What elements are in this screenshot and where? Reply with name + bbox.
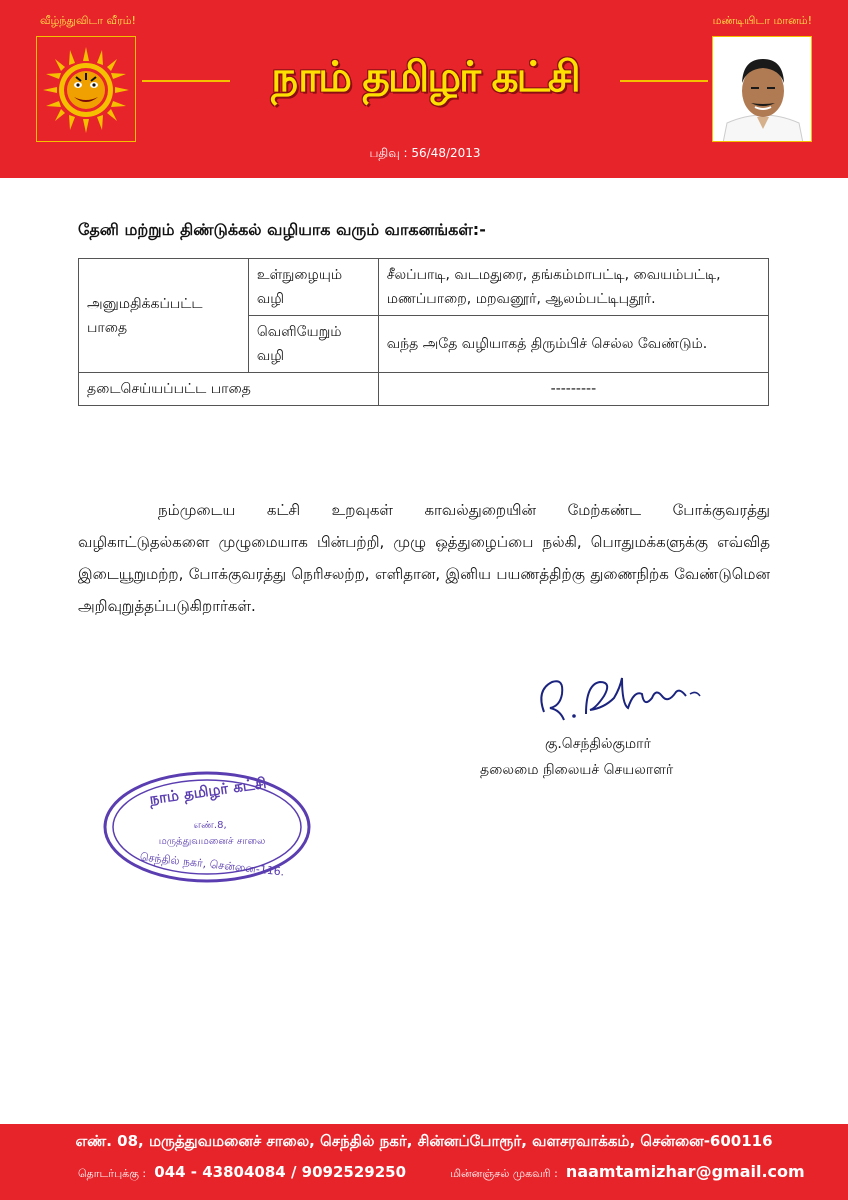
party-logo [36,36,136,142]
instruction-paragraph: நம்முடைய கட்சி உறவுகள் காவல்துறையின் மேற்கண்ட போக்குவரத்து வழிகாட்டுதல்களை முழுமையாக பின்பற்றி, முழு ஒத்துழைப்பை நல்கி, பொதுமக்களுக்கு எவ்வித இடையூறுமற்ற, போக்குவரத்து நெரிசலற்ற, எளிதான, இனிய பயணத்திற்கு துணைநிற்க வேண்டுமென அறிவுறுத்தப்படுகிறார்கள். [78,501,770,615]
stamp-locality: செந்தில் நகர், சென்னை-116. [139,850,285,879]
tiger-sun-emblem-icon [43,47,129,133]
stamp-street: மருத்துவமனைச் சாலை [158,836,266,847]
leader-photo [712,36,812,142]
phone-label: தொடர்புக்கு : [78,1167,147,1180]
footer-contact [78,1162,805,1182]
route-table [78,258,769,406]
handwritten-signature [530,668,710,728]
entry-route-label: உள்நுழையும் வழி [248,259,378,316]
title-rule-right [620,80,708,82]
left-tagline: வீழ்ந்துவிடா வீரம்! [40,14,136,27]
title-rule-left [142,80,230,82]
stamp-party-name: நாம் தமிழர் கட்சி [148,773,268,809]
right-tagline: மண்டியிடா மானம்! [712,14,812,27]
table-row [79,373,769,406]
blocked-route-label: தடைசெய்யப்பட்ட பாதை [79,373,379,406]
registration-number: பதிவு : 56/48/2013 [369,146,481,160]
table-row [79,259,769,316]
blocked-route-value: --------- [378,373,768,406]
allowed-route-label: அனுமதிக்கப்பட்ட பாதை [79,259,249,373]
signer-name: கு.செந்தில்குமார் [545,736,651,752]
stamp-door-number: எண்.8, [193,820,227,831]
footer-address: எண். 08, மருத்துவமனைச் சாலை, செந்தில் நகர், சின்னப்போரூர், வளசரவாக்கம், சென்னை-600116 [75,1132,773,1150]
email-label: மின்னஞ்சல் முகவரி : [450,1167,558,1180]
signer-role: தலைமை நிலையச் செயலாளர் [480,762,674,778]
exit-route-value: வந்த அதே வழியாகத் திரும்பிச் செல்ல வேண்டும். [378,316,768,373]
portrait-image [713,37,812,142]
exit-route-label: வெளியேறும் வழி [248,316,378,373]
entry-route-value: சீலப்பாடி, வடமதுரை, தங்கம்மாபட்டி, வையம்பட்டி, மணப்பாறை, மறவனூர், ஆலம்பட்டிபுதூர். [378,259,768,316]
notice-heading: தேனி மற்றும் திண்டுக்கல் வழியாக வரும் வாகனங்கள்:- [78,220,486,239]
email-address: naamtamizhar@gmail.com [565,1162,805,1181]
phone-numbers: 044 - 43804084 / 9092529250 [154,1163,407,1181]
party-name: நாம் தமிழர் கட்சி [271,52,579,101]
